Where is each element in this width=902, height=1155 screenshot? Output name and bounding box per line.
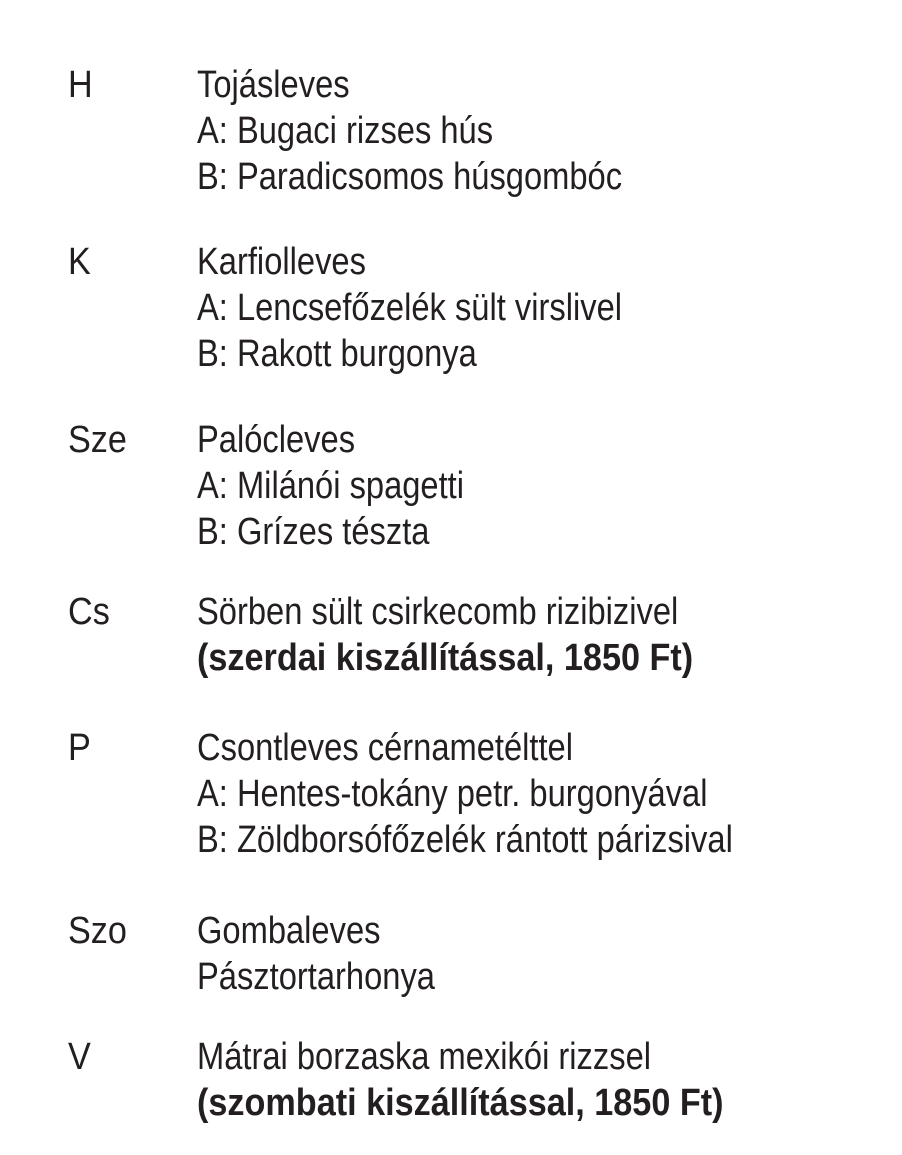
- delivery-note: (szombati kiszállítással, 1850 Ft): [197, 1082, 724, 1124]
- day-dishes: [197, 1034, 782, 1126]
- dish-line-soup: Palócleves: [197, 419, 356, 461]
- dish-line-option-b: B: Paradicsomos húsgombóc: [197, 156, 623, 198]
- day-code: Szo: [68, 910, 127, 952]
- dish-line-soup: Karfiolleves: [197, 241, 366, 283]
- dish-line-soup: Tojásleves: [197, 64, 350, 106]
- dish-line-main: Pásztortarhonya: [197, 956, 435, 998]
- day-code: Sze: [68, 419, 127, 461]
- day-code: Cs: [68, 591, 110, 633]
- dish-line-option-a: A: Hentes-tokány petr. burgonyával: [197, 773, 708, 815]
- dish-line-option-b: B: Zöldborsófőzelék rántott párizsival: [197, 819, 733, 861]
- dish-line-option-b: B: Rakott burgonya: [197, 333, 477, 375]
- dish-line-option-a: A: Milánói spagetti: [197, 465, 465, 507]
- day-code: P: [68, 727, 91, 769]
- day-code: H: [68, 64, 93, 106]
- dish-line-option-a: A: Bugaci rizses hús: [197, 110, 494, 152]
- dish-line-soup: Csontleves cérnametélttel: [197, 727, 574, 769]
- day-dishes: [197, 417, 508, 555]
- day-code: V: [68, 1036, 91, 1078]
- day-dishes: [197, 725, 820, 863]
- dish-line-option-a: A: Lencsefőzelék sült virslivel: [197, 287, 623, 329]
- dish-line-main: Mátrai borzaska mexikói rizzsel: [197, 1036, 652, 1078]
- day-dishes: [197, 589, 757, 681]
- day-dishes: [197, 239, 691, 377]
- dish-line-main: Sörben sült csirkecomb rizibizivel: [197, 591, 679, 633]
- day-dishes: [197, 908, 474, 1000]
- dish-line-option-b: B: Grízes tészta: [197, 511, 430, 553]
- dish-line-soup: Gombaleves: [197, 910, 381, 952]
- day-dishes: [197, 62, 691, 200]
- day-code: K: [68, 241, 91, 283]
- delivery-note: (szerdai kiszállítással, 1850 Ft): [197, 637, 694, 679]
